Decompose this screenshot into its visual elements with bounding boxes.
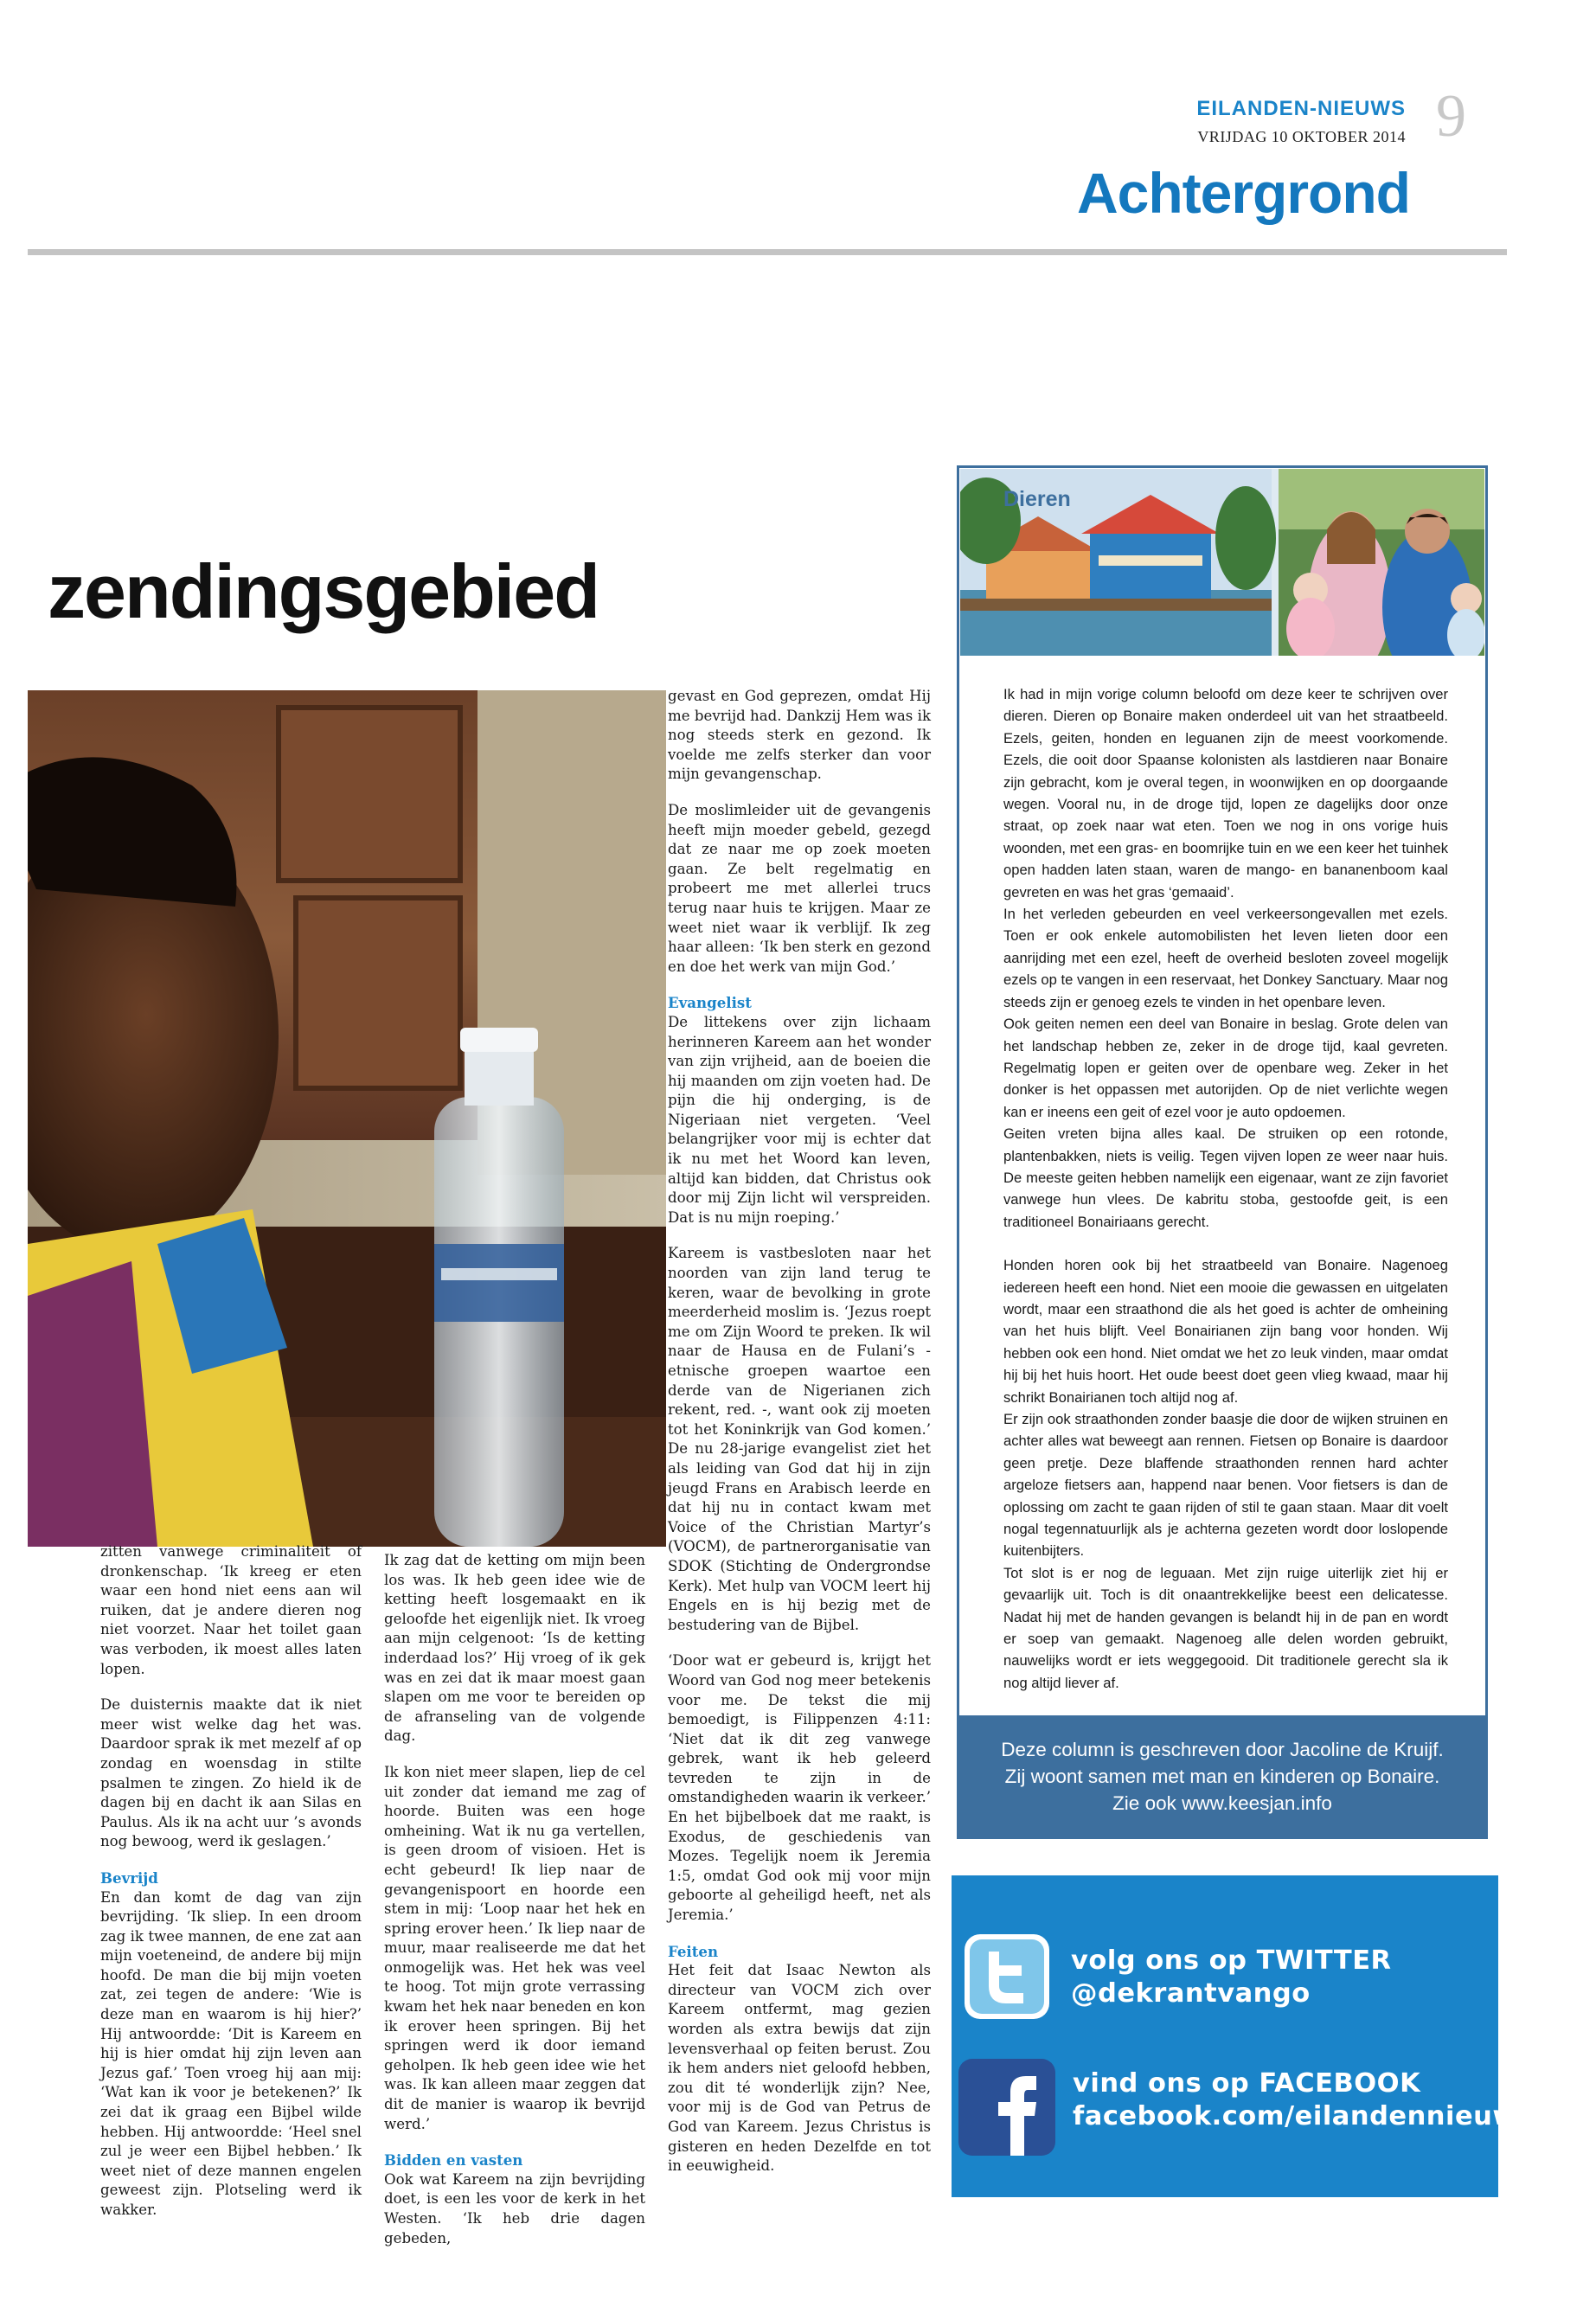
article-paragraph: zitten vanwege criminaliteit of dronkenschap. ‘Ik kreeg er eten waar een hond niet eens aan wil ruiken, dat je andere dieren nog niet voorzet. Naar het toilet gaan was verboden, ik moest alles laten lopen. — [100, 1543, 362, 1677]
column-paragraph: Geiten vreten bijna alles kaal. De struiken op een rotonde, plantenbakken, niets is veilig. Tegen vijven lopen ze weer naar huis. De meeste geiten hebben namelijk een eigenaar, want ze zijn favoriet vanwege hun vlees. De kabritu stoba, gestoofde geit, is een traditioneel Bonairiaans gerecht. — [1003, 1125, 1448, 1230]
twitter-link[interactable] — [1071, 1945, 1392, 2010]
social-promo — [952, 1875, 1534, 2197]
masthead-logo: EILANDEN-NIEUWS — [1196, 97, 1406, 120]
credit-line: Zij woont samen met man en kinderen op Bonaire. — [1004, 1766, 1440, 1787]
facebook-icon[interactable] — [958, 2059, 1055, 2156]
column-label: Dieren — [1003, 487, 1071, 511]
column-paragraph: Ik had in mijn vorige column beloofd om deze keer te schrijven over dieren. Dieren op Bonaire maken onderdeel uit van het straatbeeld. Ezels, geiten, honden en leguanen zijn de meest voorkomende. Ezels, die ooit door Spaanse kolonisten als lastdieren naar Bonaire zijn gebracht, kom je overal tegen, in woonwijken en op doorgaande wegen. Vooral nu, in de droge tijd, lopen ze dagelijks door onze straat, op zoek naar wat eten. Toen we nog in ons vorige huis woonden, met een gras- en boomrijke tuin en we een keer het tuinhek open hadden laten staan, waren de mango- en bananenboom kaal gevreten en was het gras ‘gemaaid’. — [1003, 686, 1448, 901]
column-paragraph: In het verleden gebeurden en veel verkeersongevallen met ezels. Toen er ook enkele automobilisten het leven lieten door een aanrijding met een ezel, heeft de overheid besloten zoveel mogelijk ezels op te vangen in een reservaat, het Donkey Sanctuary. Maar nog steeds zijn er genoeg ezels te vinden in het openbare leven. — [1003, 906, 1448, 1010]
article-paragraph: Kareem is vastbesloten naar het noorden van zijn land terug te keren, waar de bevolking in grote meerderheid moslim is. ‘Jezus roept me om Zijn Woord te preken. Ik wil naar de Hausa en de Fulani’s - etnische groepen waartoe een derde van de Nigerianen zich rekent, red. -, want ook zij moeten tot het Koninkrijk van God komen.’ De nu 28-jarige evangelist ziet het als leiding van God dat hij in zijn jeugd Frans en Arabisch leerde en dat hij nu in contact kwam met Voice of the Christian Martyr’s (VOCM), de partnerorganisatie van SDOK (Stichting de Ondergrondse Kerk). Met hulp van VOCM leert hij Engels en is hij bezig met de bestudering van de Bijbel. — [668, 1245, 932, 1633]
subheading-evangelist: Evangelist — [668, 994, 752, 1012]
article-paragraph: Ook wat Kareem na zijn bevrijding doet, is een les voor de kerk in het Westen. ‘Ik heb drie dagen gebeden, — [384, 2170, 645, 2247]
facebook-link[interactable] — [1073, 2067, 1534, 2133]
section-title: Achtergrond — [1077, 161, 1410, 225]
column-paragraph: Tot slot is er nog de leguaan. Met zijn ruige uiterlijk ziet hij er gevaarlijk uit. Toch is dit onaantrekkelijke beest een delicatesse. Nadat hij met de handen gevangen is belandt hij in de pan en wordt er soep van gemaakt. Nagenoeg alle delen worden gebruikt, nauwelijks wordt er iets weggegooid. Dit traditionele gerecht sla ik nog altijd liever af. — [1003, 1564, 1448, 1691]
facebook-line-1: vind ons op FACEBOOK — [1073, 2068, 1421, 2099]
article-paragraph: En dan komt de dag van zijn bevrijding. ‘Ik sliep. In een droom zag ik twee mannen, de ene zat aan mijn voeteneind, de andere bij mijn hoofd. De man die bij mijn voeten zat, zei tegen de andere: ‘Wie is deze man en waarom is hij hier?’ Hij antwoordde: ‘Dit is Kareem en hij is hier omdat hij zijn leven aan Jezus gaf.’ Toen vroeg hij aan mij: ‘Wat kan ik voor je betekenen?’ Ik zei dat ik graag een Bijbel wilde hebben. Hij antwoordde: ‘Heel snel zul je weer een Bijbel hebben.’ Ik weet niet of deze mannen engelen geweest zijn. Plotseling werd ik wakker. — [100, 1888, 362, 2218]
credit-link[interactable]: Zie ook www.keesjan.info — [1112, 1792, 1332, 1814]
article-headline: zendingsgebied — [48, 548, 599, 634]
article-paragraph: De moslimleider uit de gevangenis heeft mijn moeder gebeld, gezegd dat ze naar me op zoek moeten gaan. Ze belt regelmatig en probeert me met allerlei trucs terug naar huis te krijgen. Maar ze weet niet waar ik verblijf. Ik zeg haar alleen: ‘Ik ben sterk en gezond en doe het werk van mijn God.’ — [668, 801, 931, 975]
column-credit — [959, 1715, 1485, 1836]
twitter-icon[interactable] — [965, 1934, 1049, 2019]
article-paragraph: ‘Door wat er gebeurd is, krijgt het Woord van God nog meer betekenis voor me. De tekst die mij bemoedigt, is Filippenzen 4:11: ‘Niet dat ik dit zeg vanwege gebrek, want ik heb geleerd tevreden te zijn in de omstandigheden waarin ik verkeer.’ En het bijbelboek dat me raakt, is Exodus, de geschiedenis van Mozes. Tegelijk noem ik Jeremia 1:5, omdat God ook mij voor mijn geboorte al geheiligd heeft, net als Jeremia.’ — [668, 1652, 931, 1924]
column-paragraph: Ook geiten nemen een deel van Bonaire in beslag. Grote delen van het landschap hebben ze, zeker in de droge tijd, kaal gevreten. Regelmatig lopen er geiten over de openbare weg. Zeker in het donker is het oppassen met autorijden. Op de niet verlichte wegen kan er ineens een geit of ezel voor je auto opdoemen. — [1003, 1016, 1448, 1120]
article-paragraph: Ik zag dat de ketting om mijn been los was. Ik heb geen idee wie de ketting heeft losgemaakt en ik geloofde het eigenlijk niet. Ik vroeg aan mijn celgenoot: ‘Is de ketting inderdaad los?’ Hij vroeg of ik gek was en zei dat ik maar moest gaan slapen om me voor te bereiden op de afranseling van de volgende dag. — [384, 1552, 645, 1745]
article-paragraph: gevast en God geprezen, omdat Hij me bevrijd had. Dankzij Hem was ik nog steeds sterk en gezond. Ik voelde me zelfs sterker dan voor mijn gevangenschap. — [668, 688, 931, 783]
twitter-line-1: volg ons op TWITTER — [1071, 1945, 1392, 1976]
article-column-3 — [668, 687, 931, 2193]
twitter-handle: @dekrantvango — [1071, 1978, 1311, 2009]
article-paragraph: Ik kon niet meer slapen, liep de cel uit zonder dat iemand me zag of hoorde. Buiten was een hoge omheining. Wat ik nu ga vertellen, is geen droom of visioen. Het is echt gebeurd! Ik liep naar de gevangenispoort en hoorde een stem in mij: ‘Loop naar het hek en spring erover heen.’ Ik liep naar de muur, maar realiseerde me dat het onmogelijk was. Het hek was veel te hoog. Tot mijn grote verrassing kwam het hek naar beneden en kon ik erover heen springen. Bij het springen werd ik door iemand geholpen. Ik heb geen idee wie het was. Ik kan alleen maar zeggen dat dit de manier is waarop ik bevrijd werd.’ — [384, 1763, 645, 2132]
column-paragraph: Er zijn ook straathonden zonder baasje die door de wijken struinen en achter alles wat beweegt aan rennen. Fietsen op Bonaire is daardoor geen pretje. Deze blaffende straathonden rennen hard achter argeloze fietsers aan, happend naar benen. Voor fietsers is dan de oplossing om zacht te gaan rijden of stil te gaan staan. Maar dit voelt nogal tegennatuurlijk als je achterna gezeten wordt door loslopende kuitenbijters. — [1003, 1411, 1448, 1560]
article-photo — [28, 690, 666, 1547]
subheading-bidden-en-vasten: Bidden en vasten — [384, 2151, 523, 2170]
column-text — [1003, 683, 1448, 1694]
page-number: 9 — [1436, 83, 1466, 150]
masthead-date: VRIJDAG 10 OKTOBER 2014 — [1197, 128, 1406, 145]
article-paragraph: De duisternis maakte dat ik niet meer wist welke dag het was. Daardoor sprak ik met mezelf af op zondag en woensdag in stilte psalmen te zingen. Zo hield ik de dagen bij en dacht ik aan Silas en Paulus. Als ik na acht uur ’s avonds nog bewoog, werd ik geslagen.’ — [100, 1696, 362, 1850]
facebook-url: facebook.com/eilandennieuws — [1073, 2101, 1534, 2131]
article-paragraph: Het feit dat Isaac Newton als directeur van VOCM zich over Kareem ontfermt, mag gezien worden als extra bewijs dat zijn levensverhaal op feiten berust. Zou ik hem anders niet geloofd hebben, zou dit té wonderlijk zijn? Nee, voor mij is de God van Petrus de God van Kareem. Jezus Christus is gisteren en heden Dezelfde en tot in eeuwigheid. — [668, 1962, 931, 2175]
subheading-feiten: Feiten — [668, 1942, 719, 1960]
header-rule — [28, 249, 1507, 255]
credit-line: Deze column is geschreven door Jacoline de Kruijf. — [1001, 1739, 1444, 1760]
column-paragraph: Honden horen ook bij het straatbeeld van Bonaire. Nagenoeg iedereen heeft een hond. Niet een mooie die gewassen en uitgelaten wordt, maar een straathond die als het goed is achter de omheining van het huis blijft. Veel Bonairianen zijn bang voor honden. Wij hebben ook een hond. Niet omdat we het zo leuk vinden, maar omdat hij bij het huis hoort. Het oude beest doet geen vlieg kwaad, maar hij schrikt Bonairianen toch altijd nog af. — [1003, 1257, 1448, 1406]
article-column-1 — [100, 1542, 362, 2237]
subheading-bevrijd: Bevrijd — [100, 1868, 158, 1887]
article-column-2 — [384, 1551, 645, 2265]
article-paragraph: De littekens over zijn lichaam herinneren Kareem aan het wonder van zijn vrijheid, aan de boeien die hij maanden om zijn voeten had. De pijn die hij onderging, is de Nigeriaan niet vergeten. ‘Veel belangrijker voor mij is echter dat ik nu met het Woord kan leven, altijd kan bidden, dat Christus ook door mij Zijn licht wil verspreiden. Dat is nu mijn roeping.’ — [668, 1013, 931, 1226]
